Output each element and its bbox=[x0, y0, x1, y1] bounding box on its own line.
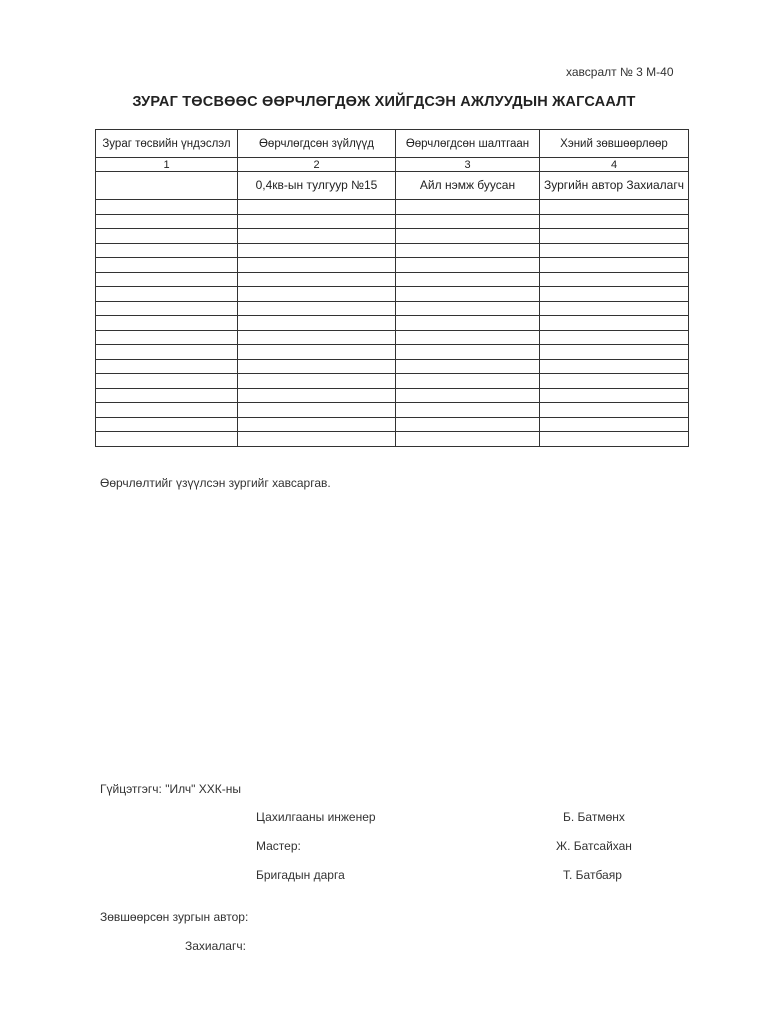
table-row bbox=[96, 359, 689, 374]
table-cell bbox=[396, 374, 540, 389]
table-cell bbox=[238, 258, 396, 273]
table-row bbox=[96, 214, 689, 229]
signatory-role: Мастер: bbox=[256, 839, 301, 853]
table-row bbox=[96, 272, 689, 287]
column-number: 4 bbox=[540, 158, 689, 172]
table-cell bbox=[396, 388, 540, 403]
table-cell bbox=[540, 388, 689, 403]
table-cell bbox=[540, 417, 689, 432]
table-cell bbox=[96, 359, 238, 374]
table-cell bbox=[96, 301, 238, 316]
table-cell bbox=[96, 258, 238, 273]
table-cell bbox=[238, 243, 396, 258]
cell-approval: Зургийн автор Захиалагч bbox=[540, 172, 689, 200]
table-cell bbox=[96, 243, 238, 258]
table-cell bbox=[238, 403, 396, 418]
column-number: 3 bbox=[396, 158, 540, 172]
table-cell bbox=[96, 272, 238, 287]
table-cell bbox=[238, 287, 396, 302]
column-number-row bbox=[96, 158, 689, 172]
table-cell bbox=[238, 417, 396, 432]
table-cell bbox=[540, 214, 689, 229]
table-cell bbox=[540, 345, 689, 360]
table-cell bbox=[96, 229, 238, 244]
table-cell bbox=[96, 403, 238, 418]
document-title: ЗУРАГ ТӨСВӨӨС ӨӨРЧЛӨГДӨЖ ХИЙГДСЭН АЖЛУУДЫН ЖАГСААЛТ bbox=[132, 94, 636, 110]
table-cell bbox=[540, 374, 689, 389]
table-row bbox=[96, 301, 689, 316]
attachment-note: Өөрчлөлтийг үзүүлсэн зургийг хавсаргав. bbox=[100, 476, 331, 490]
table-cell bbox=[540, 432, 689, 447]
table-cell bbox=[396, 432, 540, 447]
signatory-name: Ж. Батсайхан bbox=[556, 839, 632, 853]
column-header-changed-items: Өөрчлөгдсөн зүйлүүд bbox=[238, 130, 396, 158]
column-number: 1 bbox=[96, 158, 238, 172]
table-cell bbox=[540, 359, 689, 374]
table-cell bbox=[238, 432, 396, 447]
table-row bbox=[96, 229, 689, 244]
signatory-role: Цахилгааны инженер bbox=[256, 810, 376, 824]
table-row bbox=[96, 200, 689, 215]
signatory-role: Бригадын дарга bbox=[256, 868, 345, 882]
table-cell bbox=[96, 287, 238, 302]
table-cell bbox=[396, 359, 540, 374]
table-header-row bbox=[96, 130, 689, 158]
client-label: Захиалагч: bbox=[185, 939, 246, 953]
table-row bbox=[96, 172, 689, 200]
table-cell bbox=[540, 330, 689, 345]
signatory-name: Б. Батмөнх bbox=[563, 810, 625, 824]
table-cell bbox=[396, 200, 540, 215]
table-row bbox=[96, 316, 689, 331]
table-cell bbox=[540, 287, 689, 302]
appendix-label: хавсралт № 3 М-40 bbox=[566, 65, 674, 79]
table-cell bbox=[540, 301, 689, 316]
column-header-reason: Өөрчлөгдсөн шалтгаан bbox=[396, 130, 540, 158]
column-number: 2 bbox=[238, 158, 396, 172]
table-row bbox=[96, 330, 689, 345]
table-cell bbox=[96, 417, 238, 432]
table-cell bbox=[96, 330, 238, 345]
changes-table bbox=[95, 129, 689, 447]
table-cell bbox=[238, 316, 396, 331]
signatory-name: Т. Батбаяр bbox=[563, 868, 622, 882]
table-cell bbox=[238, 214, 396, 229]
table-cell bbox=[96, 316, 238, 331]
table-cell bbox=[396, 417, 540, 432]
table-cell bbox=[396, 258, 540, 273]
table-cell bbox=[540, 200, 689, 215]
table-row bbox=[96, 345, 689, 360]
table-cell bbox=[396, 345, 540, 360]
table-cell bbox=[96, 388, 238, 403]
table-cell bbox=[396, 403, 540, 418]
table-row bbox=[96, 243, 689, 258]
table-cell bbox=[540, 229, 689, 244]
table-cell bbox=[238, 345, 396, 360]
table-cell bbox=[396, 214, 540, 229]
table-cell bbox=[96, 200, 238, 215]
table-cell bbox=[96, 345, 238, 360]
table-cell bbox=[238, 229, 396, 244]
table-cell bbox=[396, 301, 540, 316]
table-row bbox=[96, 287, 689, 302]
table-row bbox=[96, 374, 689, 389]
table-cell bbox=[396, 287, 540, 302]
cell-basis bbox=[96, 172, 238, 200]
column-header-approval: Хэний зөвшөөрлөөр bbox=[540, 130, 689, 158]
table-cell bbox=[540, 316, 689, 331]
table-cell bbox=[238, 359, 396, 374]
table-cell bbox=[396, 316, 540, 331]
table-cell bbox=[238, 330, 396, 345]
table-cell bbox=[540, 258, 689, 273]
table-cell bbox=[238, 301, 396, 316]
table-row bbox=[96, 432, 689, 447]
contractor-label: Гүйцэтгэгч: "Илч" ХХК-ны bbox=[100, 782, 241, 796]
column-header-basis: Зураг төсвийн үндэслэл bbox=[96, 130, 238, 158]
table-row bbox=[96, 403, 689, 418]
table-cell bbox=[238, 374, 396, 389]
table-cell bbox=[540, 272, 689, 287]
table-cell bbox=[396, 272, 540, 287]
table-row bbox=[96, 258, 689, 273]
table-cell bbox=[540, 243, 689, 258]
table-cell bbox=[96, 374, 238, 389]
cell-reason: Айл нэмж буусан bbox=[396, 172, 540, 200]
table-cell bbox=[396, 229, 540, 244]
table-cell bbox=[238, 388, 396, 403]
table-cell bbox=[96, 432, 238, 447]
empty-rows bbox=[96, 200, 689, 447]
table-cell bbox=[396, 243, 540, 258]
table-row bbox=[96, 417, 689, 432]
author-approval-label: Зөвшөөрсөн зургын автор: bbox=[100, 910, 249, 924]
table-cell bbox=[396, 330, 540, 345]
table-cell bbox=[96, 214, 238, 229]
table-cell bbox=[238, 200, 396, 215]
table-row bbox=[96, 388, 689, 403]
cell-changed-items: 0,4кв-ын тулгуур №15 bbox=[238, 172, 396, 200]
table-cell bbox=[540, 403, 689, 418]
table-cell bbox=[238, 272, 396, 287]
